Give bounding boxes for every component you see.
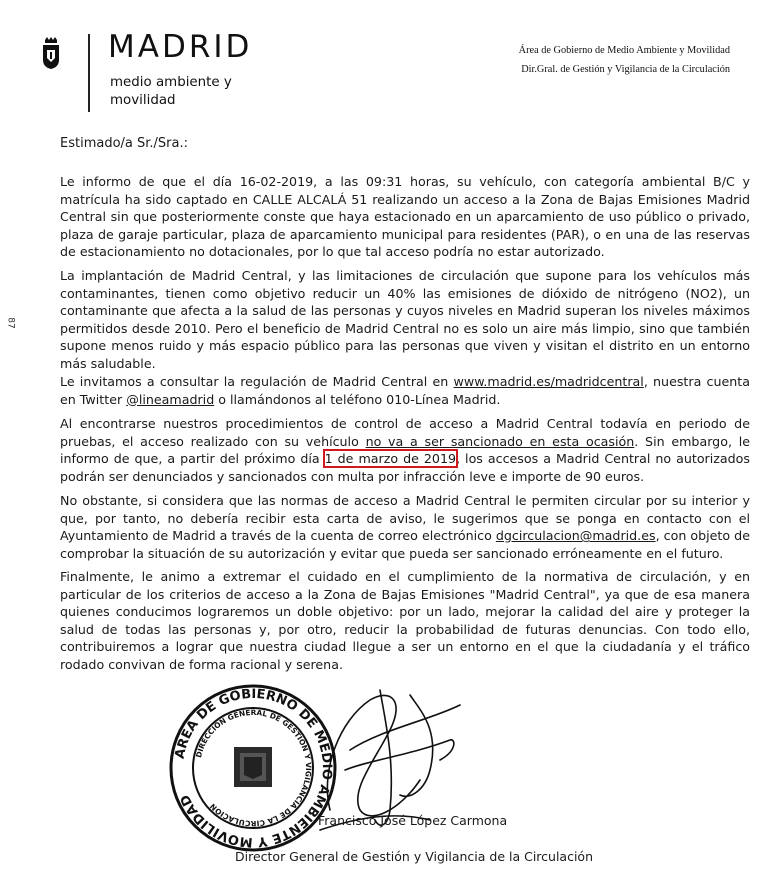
department-line-2: Dir.Gral. de Gestión y Vigilancia de la Circulación bbox=[521, 64, 730, 75]
madrid-crest-icon bbox=[40, 36, 62, 70]
paragraph-4 bbox=[60, 415, 750, 485]
paragraph-3-text-c: o llamándonos al teléfono 010-Línea Madrid. bbox=[214, 391, 501, 407]
stamp-outer-text: ÁREA DE GOBIERNO DE MEDIO AMBIENTE Y MOVILIDAD bbox=[172, 686, 335, 850]
brand-name: MADRID bbox=[108, 29, 253, 65]
email-link[interactable]: dgcirculacion@madrid.es bbox=[495, 528, 656, 544]
paragraph-3 bbox=[60, 373, 750, 408]
department-line-1: Área de Gobierno de Medio Ambiente y Movilidad bbox=[518, 45, 730, 56]
twitter-handle-link[interactable]: @lineamadrid bbox=[126, 391, 215, 407]
paragraph-5-text-b: , con objeto de comprobar la situación de su autorización y evitar que pueda ser sancionado erróneamente en el futuro. bbox=[60, 528, 750, 561]
paragraph-6: Finalmente, le animo a extremar el cuidado en el cumplimiento de la normativa de circulación, y en particular de los criterios de acceso a la Zona de Bajas Emisiones "Madrid Central", ya que de esa manera quienes conducimos lograremos un doble objetivo: por un lado, mejorar la calidad del aire y proteger la salud de todas las personas y, por otro, reducir la probabilidad de futuras denuncias. Con todo ello, contribuiremos a lograr que nuestra ciudad llegue a ser un entorno en el que la ciudadanía y el tráfico rodado convivan de forma racional y serena. bbox=[60, 569, 750, 672]
paragraph-3-text-a: Le invitamos a consultar la regulación de Madrid Central en bbox=[60, 374, 454, 389]
brand-subtitle: medio ambiente y movilidad bbox=[110, 75, 232, 108]
paragraph-1: Le informo de que el día 16-02-2019, a las 09:31 horas, su vehículo, con categoría ambiental B/C y matrícula ha sido captado en CALLE ALCALÁ 51 realizando un acceso a la Zona de Bajas Emisiones Madrid Central sin que posteriormente conste que haya estacionado en un aparcamiento de uso público o privado, plaza de garaje particular, plaza de aparcamiento municipal para residentes (PAR), o en una de las reservas de estacionamiento no dotacionales, por lo que tal acceso podría no estar autorizado. bbox=[60, 174, 750, 260]
highlighted-date: 1 de marzo de 2019 bbox=[324, 451, 457, 467]
signer-title: Director General de Gestión y Vigilancia de la Circulación bbox=[235, 849, 594, 864]
paragraph-2: La implantación de Madrid Central, y las limitaciones de circulación que supone para los vehículos más contaminantes, tienen como objetivo reducir un 40% las emisiones de dióxido de nitrógeno (NO2), un contaminante que afecta a la salud de las personas y cuyos niveles en Madrid superan los niveles máximos permitidos desde 2010. Pero el beneficio de Madrid Central no es solo un aire más limpio, sino que también supone menos ruido y más espacio público para las personas que viven y visitan el distrito en un entorno más saludable. bbox=[60, 268, 750, 371]
greeting: Estimado/a Sr./Sra.: bbox=[60, 136, 189, 151]
paragraph-4-text-b: . Sin embargo, le informo de que, a partir del próximo día bbox=[60, 433, 750, 467]
paragraph-5-text-a: No obstante, si considera que las normas de acceso a Madrid Central le permiten circular por su interior y que, por tanto, no debería recibir esta carta de aviso, le sugerimos que se ponga en contacto con el Ayuntamiento de Madrid a través de la cuenta de correo electrónico bbox=[60, 493, 750, 544]
paragraph-4-text-a: Al encontrarse nuestros procedimientos de control de acceso a Madrid Central todavía en periodo de pruebas, el acceso realizado con su vehículo bbox=[60, 416, 750, 449]
department-block bbox=[519, 41, 730, 79]
stamp-inner-text: DIRECCIÓN GENERAL DE GESTIÓN Y VIGILANCIA DE LA CIRCULACIÓN bbox=[194, 707, 314, 829]
paragraph-5 bbox=[60, 492, 750, 562]
paragraph-4-text-c: , los accesos a Madrid Central no autorizados podrán ser denunciados y sancionados con multa por infracción leve e importe de 90 euros. bbox=[60, 451, 750, 484]
signer-name: Francisco José López Carmona bbox=[318, 813, 508, 828]
paragraph-3-text-b: , nuestra cuenta en Twitter bbox=[60, 374, 750, 407]
madridcentral-link[interactable]: www.madrid.es/madridcentral bbox=[453, 374, 644, 389]
no-sanction-notice: no va a ser sancionado en esta ocasión bbox=[365, 433, 635, 449]
margin-page-mark: 87 bbox=[5, 317, 16, 329]
header-divider bbox=[88, 34, 90, 112]
